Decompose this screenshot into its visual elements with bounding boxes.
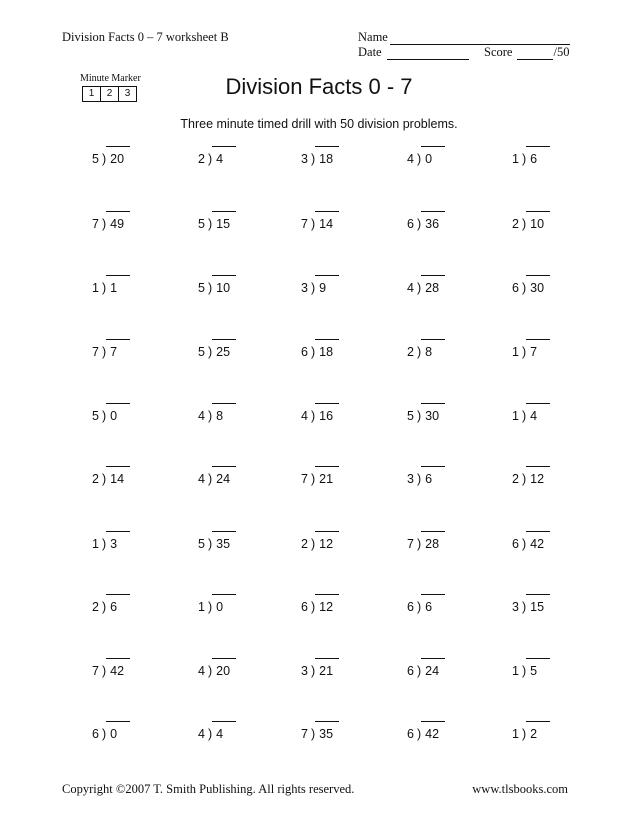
division-problem	[198, 152, 232, 166]
division-problem	[92, 537, 126, 551]
problem-dividend: 12	[317, 600, 335, 614]
division-problem	[198, 345, 232, 359]
division-problem	[301, 600, 335, 614]
problem-divisor: 6	[407, 664, 414, 678]
minute-marker-box[interactable]: 1	[83, 87, 101, 101]
worksheet-title: Division Facts 0 – 7 worksheet B	[62, 30, 229, 44]
division-bracket: )	[101, 281, 107, 295]
problem-dividend: 10	[528, 217, 546, 231]
problem-divisor: 5	[92, 409, 99, 423]
division-bracket: )	[101, 217, 107, 231]
division-bracket: )	[521, 217, 527, 231]
problem-dividend: 4	[214, 727, 232, 741]
division-bracket: )	[207, 217, 213, 231]
problem-dividend: 4	[214, 152, 232, 166]
problem-dividend: 9	[317, 281, 335, 295]
problem-divisor: 4	[198, 472, 205, 486]
division-problem	[512, 409, 546, 423]
problem-divisor: 2	[512, 472, 519, 486]
division-problem	[407, 152, 441, 166]
problem-divisor: 4	[198, 664, 205, 678]
division-problem	[92, 727, 126, 741]
division-bracket: )	[521, 152, 527, 166]
division-bracket: )	[416, 152, 422, 166]
division-problem	[512, 217, 546, 231]
division-problem	[198, 664, 232, 678]
problem-dividend: 12	[317, 537, 335, 551]
division-bracket: )	[416, 472, 422, 486]
division-bracket: )	[310, 600, 316, 614]
division-problem	[407, 727, 441, 741]
division-problem	[92, 217, 126, 231]
problem-dividend: 6	[423, 472, 441, 486]
division-problem	[301, 345, 335, 359]
problem-dividend: 21	[317, 472, 335, 486]
problem-divisor: 2	[301, 537, 308, 551]
division-bracket: )	[101, 664, 107, 678]
minute-marker-box[interactable]: 3	[124, 88, 131, 99]
division-bracket: )	[521, 664, 527, 678]
problem-dividend: 28	[423, 281, 441, 295]
division-problem	[92, 409, 126, 423]
problem-divisor: 5	[198, 281, 205, 295]
division-bracket: )	[416, 600, 422, 614]
problem-divisor: 4	[198, 409, 205, 423]
problem-dividend: 15	[214, 217, 232, 231]
division-bracket: )	[310, 664, 316, 678]
division-problem	[198, 537, 232, 551]
name-label: Name	[358, 30, 388, 44]
problem-dividend: 4	[528, 409, 546, 423]
division-problem	[512, 152, 546, 166]
division-problem	[512, 727, 546, 741]
problem-divisor: 4	[301, 409, 308, 423]
problem-divisor: 3	[512, 600, 519, 614]
division-bracket: )	[521, 472, 527, 486]
problem-dividend: 16	[317, 409, 335, 423]
problem-dividend: 35	[317, 727, 335, 741]
problem-dividend: 2	[528, 727, 546, 741]
problem-dividend: 14	[108, 472, 126, 486]
division-bracket: )	[207, 537, 213, 551]
division-problem	[407, 281, 441, 295]
problem-divisor: 7	[407, 537, 414, 551]
problem-dividend: 8	[214, 409, 232, 423]
division-problem	[301, 664, 335, 678]
division-problem	[301, 152, 335, 166]
division-problem	[512, 345, 546, 359]
score-total: /50	[553, 45, 570, 59]
problem-divisor: 2	[92, 472, 99, 486]
division-problem	[407, 217, 441, 231]
problem-divisor: 4	[407, 281, 414, 295]
division-problem	[407, 537, 441, 551]
problem-dividend: 36	[423, 217, 441, 231]
division-bracket: )	[101, 472, 107, 486]
division-problem	[198, 727, 232, 741]
problem-dividend: 7	[528, 345, 546, 359]
division-problem	[407, 345, 441, 359]
problem-dividend: 6	[528, 152, 546, 166]
problem-dividend: 0	[108, 409, 126, 423]
division-bracket: )	[207, 472, 213, 486]
problem-divisor: 4	[407, 152, 414, 166]
division-bracket: )	[521, 537, 527, 551]
division-problem	[407, 600, 441, 614]
division-problem	[92, 345, 126, 359]
problem-dividend: 10	[214, 281, 232, 295]
problem-dividend: 28	[423, 537, 441, 551]
division-problem	[198, 409, 232, 423]
problem-dividend: 20	[108, 152, 126, 166]
problem-dividend: 42	[528, 537, 546, 551]
division-bracket: )	[310, 152, 316, 166]
division-bracket: )	[310, 409, 316, 423]
division-problem	[512, 664, 546, 678]
division-bracket: )	[416, 727, 422, 741]
problem-divisor: 1	[512, 345, 519, 359]
division-bracket: )	[207, 281, 213, 295]
division-bracket: )	[207, 152, 213, 166]
division-bracket: )	[416, 664, 422, 678]
problem-dividend: 18	[317, 345, 335, 359]
division-bracket: )	[416, 217, 422, 231]
problem-divisor: 1	[512, 727, 519, 741]
division-problem	[512, 472, 546, 486]
division-bracket: )	[101, 345, 107, 359]
score-label: Score	[484, 45, 513, 59]
problem-divisor: 7	[301, 727, 308, 741]
problem-divisor: 5	[198, 345, 205, 359]
copyright-notice: Copyright ©2007 T. Smith Publishing. All rights reserved.	[62, 782, 355, 796]
page-subtitle: Three minute timed drill with 50 division problems.	[180, 117, 458, 131]
division-problem	[92, 472, 126, 486]
problem-divisor: 3	[301, 152, 308, 166]
division-problem	[301, 537, 335, 551]
division-bracket: )	[207, 345, 213, 359]
division-bracket: )	[521, 345, 527, 359]
problem-divisor: 6	[301, 345, 308, 359]
problem-dividend: 6	[423, 600, 441, 614]
division-bracket: )	[416, 345, 422, 359]
problem-dividend: 6	[108, 600, 126, 614]
problem-divisor: 1	[92, 537, 99, 551]
problem-dividend: 0	[214, 600, 232, 614]
problem-dividend: 35	[214, 537, 232, 551]
problem-dividend: 18	[317, 152, 335, 166]
website-link[interactable]: www.tlsbooks.com	[472, 782, 568, 796]
problem-divisor: 6	[512, 281, 519, 295]
problem-dividend: 7	[108, 345, 126, 359]
division-bracket: )	[521, 281, 527, 295]
problem-divisor: 6	[407, 600, 414, 614]
problem-divisor: 1	[512, 409, 519, 423]
date-label: Date	[358, 45, 382, 59]
division-problem	[407, 664, 441, 678]
problem-divisor: 2	[92, 600, 99, 614]
problem-dividend: 42	[108, 664, 126, 678]
problem-divisor: 2	[407, 345, 414, 359]
division-problem	[301, 727, 335, 741]
problem-dividend: 30	[423, 409, 441, 423]
division-bracket: )	[207, 409, 213, 423]
division-bracket: )	[521, 727, 527, 741]
division-problem	[92, 664, 126, 678]
division-bracket: )	[101, 537, 107, 551]
division-problem	[512, 600, 546, 614]
division-bracket: )	[521, 409, 527, 423]
division-bracket: )	[207, 727, 213, 741]
problem-divisor: 1	[512, 152, 519, 166]
division-problem	[92, 152, 126, 166]
division-bracket: )	[310, 727, 316, 741]
division-bracket: )	[310, 472, 316, 486]
problem-dividend: 21	[317, 664, 335, 678]
problem-dividend: 25	[214, 345, 232, 359]
problem-divisor: 1	[512, 664, 519, 678]
problem-divisor: 2	[512, 217, 519, 231]
minute-marker-box[interactable]: 2	[101, 87, 119, 101]
problem-divisor: 5	[92, 152, 99, 166]
division-bracket: )	[310, 217, 316, 231]
division-bracket: )	[416, 537, 422, 551]
division-bracket: )	[101, 727, 107, 741]
division-bracket: )	[207, 664, 213, 678]
problem-dividend: 0	[108, 727, 126, 741]
division-bracket: )	[521, 600, 527, 614]
problem-dividend: 20	[214, 664, 232, 678]
division-bracket: )	[101, 152, 107, 166]
problem-divisor: 3	[301, 664, 308, 678]
division-bracket: )	[310, 281, 316, 295]
problem-dividend: 3	[108, 537, 126, 551]
problem-dividend: 42	[423, 727, 441, 741]
problem-dividend: 15	[528, 600, 546, 614]
division-problem	[301, 281, 335, 295]
division-problem	[92, 600, 126, 614]
division-bracket: )	[101, 600, 107, 614]
problem-divisor: 6	[407, 727, 414, 741]
problem-dividend: 12	[528, 472, 546, 486]
problem-divisor: 3	[407, 472, 414, 486]
problem-divisor: 7	[301, 217, 308, 231]
problem-divisor: 7	[92, 217, 99, 231]
problem-dividend: 49	[108, 217, 126, 231]
division-problem	[301, 409, 335, 423]
division-problem	[92, 281, 126, 295]
division-problem	[407, 409, 441, 423]
division-bracket: )	[416, 409, 422, 423]
division-bracket: )	[416, 281, 422, 295]
problem-dividend: 24	[423, 664, 441, 678]
page-title: Division Facts 0 - 7	[225, 74, 413, 99]
division-problem	[301, 217, 335, 231]
problem-dividend: 1	[108, 281, 126, 295]
division-bracket: )	[101, 409, 107, 423]
problem-dividend: 24	[214, 472, 232, 486]
division-problem	[407, 472, 441, 486]
problem-dividend: 5	[528, 664, 546, 678]
problem-divisor: 1	[92, 281, 99, 295]
division-problem	[198, 600, 232, 614]
problem-divisor: 2	[198, 152, 205, 166]
problem-divisor: 4	[198, 727, 205, 741]
division-problem	[198, 217, 232, 231]
problem-divisor: 5	[198, 537, 205, 551]
problem-divisor: 6	[512, 537, 519, 551]
division-bracket: )	[310, 537, 316, 551]
division-problem	[512, 537, 546, 551]
problem-divisor: 3	[301, 281, 308, 295]
division-problem	[198, 281, 232, 295]
problem-dividend: 30	[528, 281, 546, 295]
problem-divisor: 1	[198, 600, 205, 614]
division-bracket: )	[207, 600, 213, 614]
problem-divisor: 7	[301, 472, 308, 486]
minute-marker-label: Minute Marker	[80, 73, 141, 84]
division-problem	[301, 472, 335, 486]
problem-dividend: 14	[317, 217, 335, 231]
problem-divisor: 5	[407, 409, 414, 423]
division-bracket: )	[310, 345, 316, 359]
problem-divisor: 7	[92, 664, 99, 678]
problem-divisor: 6	[92, 727, 99, 741]
problem-divisor: 5	[198, 217, 205, 231]
problem-dividend: 0	[423, 152, 441, 166]
division-problem	[512, 281, 546, 295]
division-problem	[198, 472, 232, 486]
problem-divisor: 6	[301, 600, 308, 614]
problem-dividend: 8	[423, 345, 441, 359]
problem-divisor: 7	[92, 345, 99, 359]
problem-divisor: 6	[407, 217, 414, 231]
